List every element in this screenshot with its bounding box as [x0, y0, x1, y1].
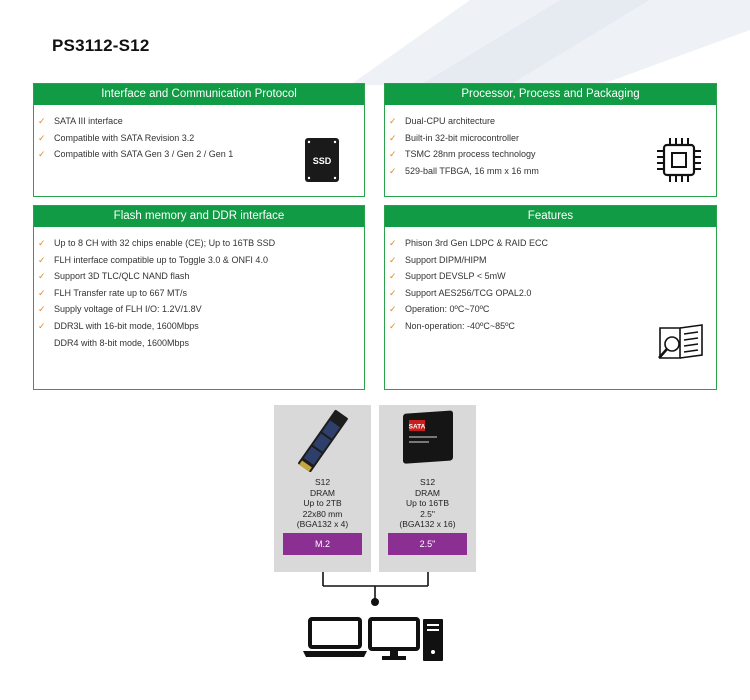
check-icon: ✓ [389, 254, 397, 265]
list-item: ✓ Support DEVSLP < 5mW [403, 268, 716, 285]
check-icon: ✓ [38, 238, 46, 248]
page-title: PS3112-S12 [52, 36, 150, 55]
form-factor-tag-25: 2.5" [388, 533, 467, 555]
interface-box [33, 83, 365, 197]
product-specs: S12 DRAM Up to 2TB 22x80 mm (BGA132 x 4) [296, 477, 349, 529]
form-factor-tag-m2: M.2 [283, 533, 362, 555]
list-item: ✓ FLH Transfer rate up to 667 MT/s [52, 285, 364, 302]
list-item: ✓ Supply voltage of FLH I/O: 1.2V/1.8V [52, 301, 364, 318]
monitor-icon [370, 619, 418, 660]
list-item: ✓ Compatible with SATA Gen 3 / Gen 2 / Gen 1 [52, 146, 364, 163]
check-icon: ✓ [389, 165, 397, 176]
list-item: ✓ TSMC 28nm process technology [403, 146, 716, 163]
list-item: ✓ Operation: 0ºC~70ºC [403, 301, 716, 318]
features-header: Features [385, 206, 716, 227]
flash-list [34, 227, 364, 351]
sata-ssd-image [401, 410, 455, 466]
check-icon: ✓ [389, 238, 397, 248]
list-item: DDR4 with 8-bit mode, 1600Mbps [54, 337, 190, 348]
svg-text:SATA: SATA [408, 423, 426, 431]
check-icon: ✓ [389, 304, 397, 315]
product-specs: S12 DRAM Up to 16TB 2.5" (BGA132 x 16) [399, 477, 456, 529]
list-item: ✓ 529-ball TFBGA, 16 mm x 16 mm [403, 163, 716, 180]
list-item: ✓ Compatible with SATA Revision 3.2 [52, 130, 364, 147]
check-icon: ✓ [389, 287, 397, 298]
processor-box [384, 83, 717, 197]
manual-search-icon [656, 324, 706, 362]
check-icon: ✓ [38, 116, 46, 126]
list-item: ✓ Up to 8 CH with 32 chips enable (CE); Up to 16TB SSD [52, 235, 364, 252]
list-item: ✓ FLH interface compatible up to Toggle 3.0 & ONFI 4.0 [52, 252, 364, 269]
check-icon: ✓ [38, 271, 46, 282]
check-icon: ✓ [38, 304, 46, 315]
list-item: ✓ Dual-CPU architecture [403, 113, 716, 130]
check-icon: ✓ [38, 320, 46, 331]
list-item: ✓ Support 3D TLC/QLC NAND flash [52, 268, 364, 285]
features-box [384, 205, 717, 390]
m2-ssd-image [288, 409, 358, 473]
product-card-25 [379, 405, 476, 572]
product-card-m2 [274, 405, 371, 572]
connector-dot [371, 598, 379, 606]
check-icon: ✓ [389, 271, 397, 282]
check-icon: ✓ [38, 287, 46, 298]
connection-diagram [290, 560, 460, 670]
flash-header: Flash memory and DDR interface [34, 206, 364, 227]
chip-icon [655, 136, 703, 184]
laptop-icon [303, 619, 367, 657]
check-icon: ✓ [38, 254, 46, 265]
check-icon: ✓ [389, 116, 397, 126]
list-item: ✓ Phison 3rd Gen LDPC & RAID ECC [403, 235, 716, 252]
ssd-icon [304, 137, 340, 183]
list-item: ✓ Support AES256/TCG OPAL2.0 [403, 285, 716, 302]
check-icon: ✓ [389, 132, 397, 143]
check-icon: ✓ [38, 149, 46, 160]
features-list [385, 227, 716, 335]
check-icon: ✓ [389, 320, 397, 331]
check-icon: ✓ [38, 132, 46, 143]
tower-icon [423, 619, 443, 661]
processor-header: Processor, Process and Packaging [385, 84, 716, 105]
check-icon: ✓ [389, 149, 397, 160]
list-item: ✓ SATA III interface [52, 113, 364, 130]
flash-box [33, 205, 365, 390]
list-item: ✓ Non-operation: -40ºC~85ºC [403, 318, 716, 335]
list-item: ✓ Built-in 32-bit microcontroller [403, 130, 716, 147]
svg-text:SSD: SSD [312, 156, 332, 166]
list-item: ✓ DDR3L with 16-bit mode, 1600Mbps [52, 318, 364, 335]
list-item: ✓ Support DIPM/HIPM [403, 252, 716, 269]
interface-header: Interface and Communication Protocol [34, 84, 364, 105]
